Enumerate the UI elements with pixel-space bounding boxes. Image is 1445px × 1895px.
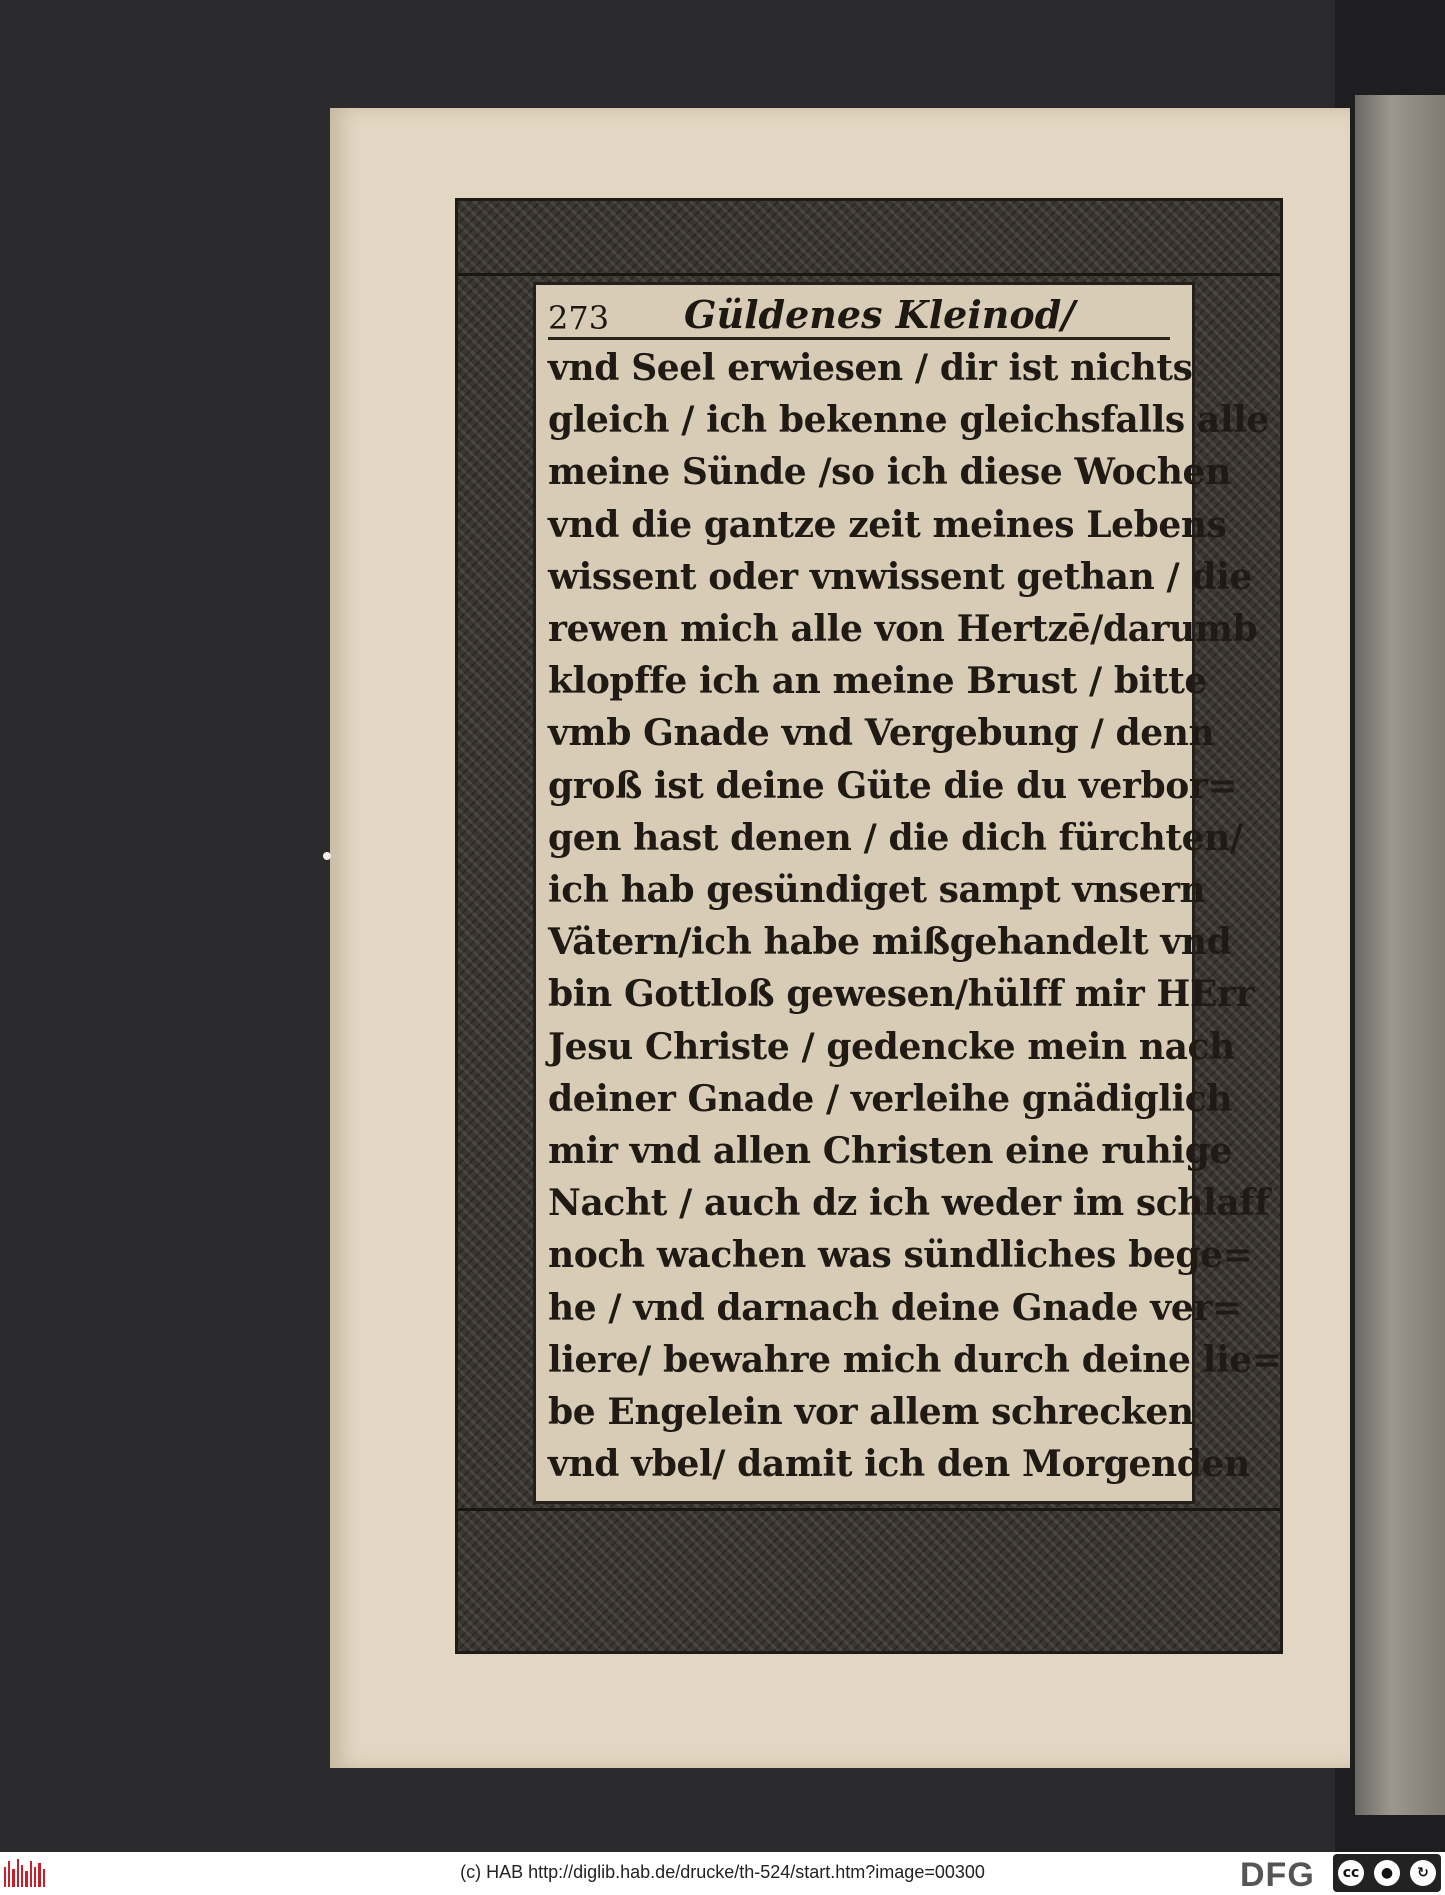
text-line: groß ist deine Güte die du verbor= (548, 764, 1238, 807)
dfg-logo: DFG (1240, 1856, 1315, 1894)
border-top-ornament (458, 201, 1280, 276)
page-mark (323, 852, 331, 860)
text-line: he / vnd darnach deine Gnade ver= (548, 1286, 1242, 1329)
text-line: bin Gottloß gewesen/hülff mir HErr (548, 973, 1255, 1016)
border-bottom-ornament (458, 1508, 1280, 1651)
copyright-link[interactable]: (c) HAB http://diglib.hab.de/drucke/th-524/start.htm?image=00300 (460, 1862, 985, 1882)
text-line: Nacht / auch dz ich weder im schlaff (548, 1182, 1270, 1225)
text-line: deiner Gnade / verleihe gnädiglich (548, 1077, 1233, 1120)
page-number: 273 (548, 299, 610, 337)
by-icon: ● (1374, 1860, 1400, 1886)
sa-icon: ↻ (1410, 1860, 1436, 1886)
text-line: ich hab gesündiget sampt vnsern (548, 869, 1206, 912)
text-line: be Engelein vor allem schrecken (548, 1391, 1194, 1434)
next-page-edge (1355, 95, 1445, 1815)
text-line: noch wachen was sündliches bege= (548, 1234, 1253, 1277)
running-head: Güldenes Kleinod/ (684, 292, 1076, 337)
text-line: vnd Seel erwiesen / dir ist nichts (548, 347, 1193, 389)
text-line: liere/ bewahre mich durch deine lie= (548, 1338, 1282, 1381)
text-line: vnd vbel/ damit ich den Morgenden (548, 1443, 1250, 1486)
text-line: vnd die gantze zeit meines Lebens (548, 503, 1227, 546)
text-line: wissent oder vnwissent gethan / die (548, 555, 1252, 598)
text-line: mir vnd allen Christen eine ruhige (548, 1130, 1232, 1173)
footer-bar (0, 1852, 1445, 1895)
body-text (548, 340, 1282, 1490)
page-header (548, 285, 1170, 340)
text-line: gen hast denen / die dich fürchten/ (548, 816, 1243, 859)
text-block (533, 282, 1282, 1504)
text-line: Vätern/ich habe mißgehandelt vnd (548, 921, 1232, 964)
text-line: gleich / ich bekenne gleichsfalls alle (548, 399, 1269, 442)
license-badge[interactable] (1333, 1854, 1441, 1892)
text-line: klopffe ich an meine Brust / bitte (548, 660, 1207, 703)
cc-icon: cc (1338, 1860, 1364, 1886)
text-line: rewen mich alle von Hertzē/darumb (548, 608, 1258, 651)
text-line: vmb Gnade vnd Vergebung / denn (548, 712, 1215, 755)
text-line: meine Sünde /so ich diese Wochen (548, 451, 1231, 494)
text-line: Jesu Christe / gedencke mein nach (548, 1025, 1235, 1068)
